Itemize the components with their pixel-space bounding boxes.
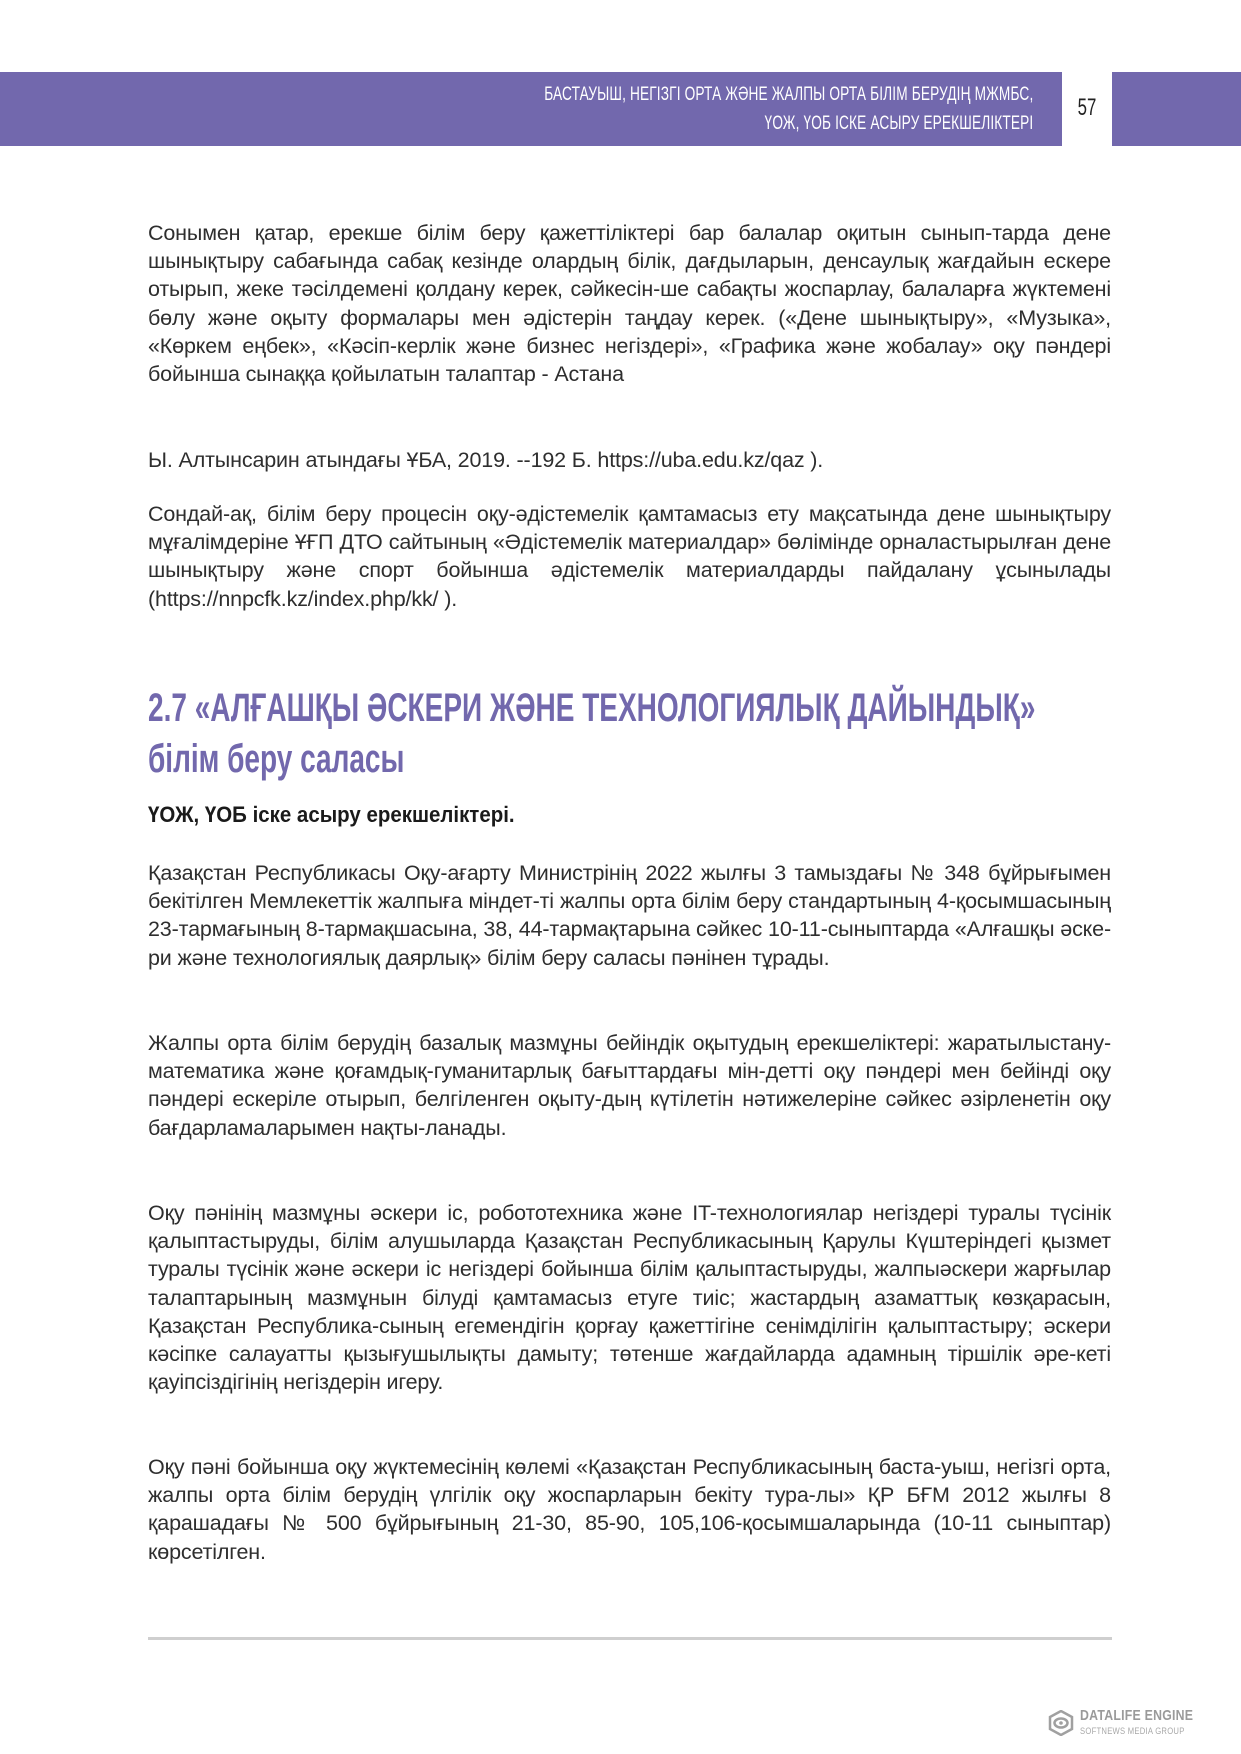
running-header-title	[544, 80, 1033, 138]
body-paragraph-1: Сонымен қатар, ерекше білім беру қажеттіліктері бар балалар оқитын сынып-тарда дене шынықтыру сабағында сабақ кезінде олардың білік, дағдыларын, денсаулық жағдайын ескере отырып, жеке тәсілдемені қолдану керек, сәйкесін-ше сабақты жоспарлау, балаларға жүктемені бөлу және оқыту формалары мен әдістерін таңдау керек. («Дене шынықтыру», «Музыка», «Көркем еңбек», «Кәсіп-керлік және бизнес негіздері», «Графика және жобалау» оқу пәндері бойынша сынаққа қойылатын талаптар - Астана	[148, 221, 1111, 387]
watermark-subtitle: SOFTNEWS MEDIA GROUP	[1080, 1726, 1185, 1736]
header-bar-right-block	[1112, 72, 1241, 146]
section-paragraph-3: Оқу пәнінің мазмұны әскери іс, робототехника және IT-технологиялар негіздері туралы түсінік қалыптастыруды, білім алушыларда Қазақстан Республикасының Қарулы Күштеріндегі қызмет туралы түсінік және әскери іс негіздері бойынша білім қалыптастыруды, жалпыәскери жарғылар талаптарының мазмұнын білуді қамтамасыз етуге тиіс; жастардың азаматтық көзқарасын, Қазақстан Республика-сының егемендігін қорғау қажеттігіне сенімділігін қалыптастыру; әскери кәсіпке салауатты қызығушылықты дамыту; төтенше жағдайларда адамның тіршілік әре-кеті қауіпсіздігінің негіздерін игеру.	[148, 1201, 1111, 1395]
running-header-line-2: ҮОЖ, ҮОБ ІСКЕ АСЫРУ ЕРЕКШЕЛІКТЕРІ	[764, 113, 1033, 134]
section-heading-line-2: білім беру саласы	[148, 737, 405, 781]
section-subheading: ҮОЖ, ҮОБ іске асыру ерекшеліктері.	[148, 802, 515, 827]
running-header-line-1: БАСТАУЫШ, НЕГІЗГІ ОРТА ЖӘНЕ ЖАЛПЫ ОРТА БІЛІМ БЕРУДІҢ МЖМБС,	[543, 84, 1033, 105]
section-heading-line-1: 2.7 «АЛҒАШҚЫ ӘСКЕРИ ЖӘНЕ ТЕХНОЛОГИЯЛЫҚ ДАЙЫНДЫҚ»	[148, 686, 1036, 730]
watermark	[1048, 1706, 1238, 1742]
datalife-logo-icon	[1048, 1710, 1074, 1736]
page-number: 57	[1077, 94, 1097, 121]
section-paragraph-1: Қазақстан Республикасы Оқу-ағарту Министрінің 2022 жылғы 3 тамыздағы № 348 бұйрығымен бекітілген Мемлекеттік жалпыға міндет-ті жалпы орта білім беру стандартының 4-қосымшасының 23-тармағының 8-тармақшасына, 38, 44-тармақтарына сәйкес 10-11-сыныптарда «Алғашқы әске-ри және технологиялық даярлық» білім беру саласы пәнінен тұрады.	[148, 861, 1111, 970]
body-paragraph-3: Сондай-ақ, білім беру процесін оқу-әдістемелік қамтамасыз ету мақсатында дене шынықтыру мұғалімдеріне ҰҒП ДТО сайтының «Әдістемелік материалдар» бөлімінде орналастырылған дене шынықтыру және спорт бойынша әдістемелік материалдарды пайдалану ұсынылады (https://nnpcfk.kz/index.php/kk/ ).	[148, 502, 1111, 611]
section-paragraph-4: Оқу пәні бойынша оқу жүктемесінің көлемі «Қазақстан Республикасының баста-уыш, негізгі орта, жалпы орта білім берудің үлгілік оқу жоспарларын бекіту тура-лы» ҚР БҒМ 2012 жылғы 8 қарашадағы № 500 бұйрығының 21-30, 85-90, 105,106-қосымшаларында (10-11 сыныптар) көрсетілген.	[148, 1455, 1111, 1564]
footer-divider	[148, 1637, 1112, 1640]
watermark-title: DATALIFE ENGINE	[1080, 1707, 1194, 1724]
section-paragraph-2: Жалпы орта білім берудің базалық мазмұны бейіндік оқытудың ерекшеліктері: жаратылыстану-математика және қоғамдық-гуманитарлық бағыттардағы мін-детті оқу пәндері мен бейінді оқу пәндері ескеріле отырып, белгіленген оқыту-дың күтілетін нәтижелеріне сәйкес әзірленетін оқу бағдарламаларымен нақты-ланады.	[148, 1031, 1111, 1140]
body-paragraph-2-citation: Ы. Алтынсарин атындағы ҰБА, 2019. --192 Б. https://uba.edu.kz/qaz ).	[148, 448, 824, 472]
section-heading	[148, 684, 1035, 783]
